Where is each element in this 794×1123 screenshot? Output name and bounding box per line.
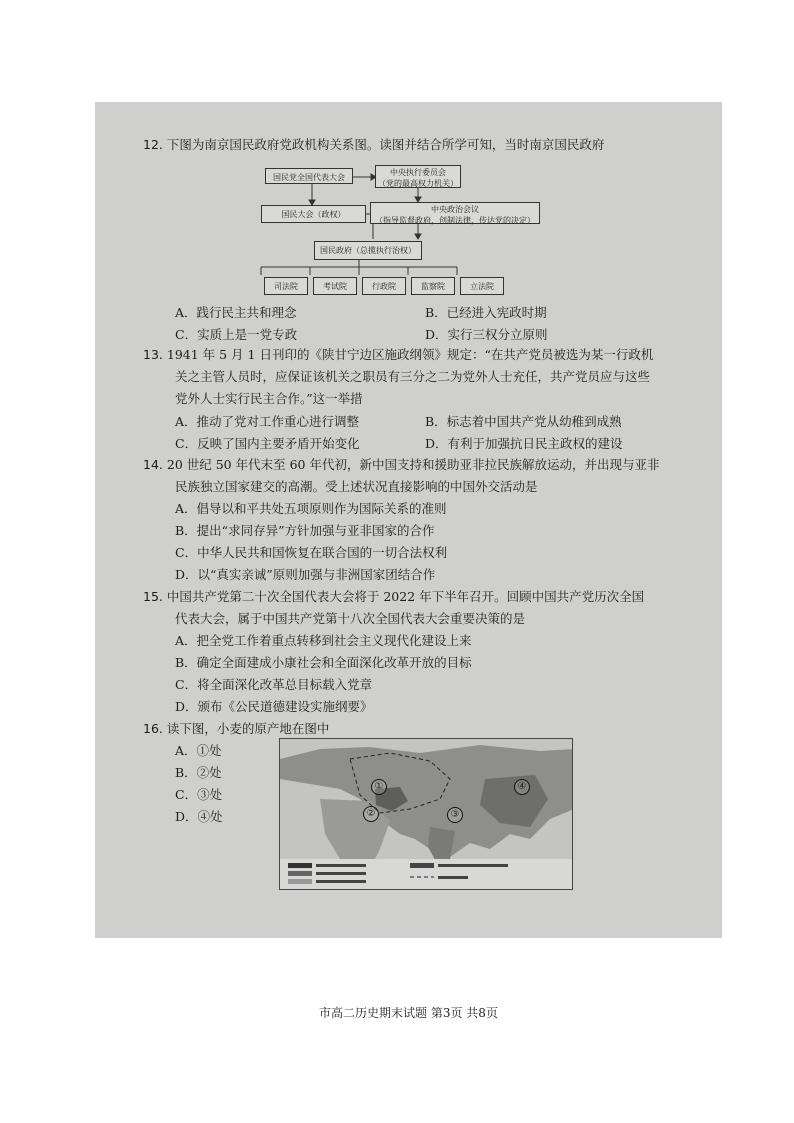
map-marker-1: ① (371, 779, 387, 795)
map-marker-3: ③ (447, 807, 463, 823)
box-national-government: 国民政府（总揽执行治权） (314, 241, 422, 260)
page-footer: 市高二历史期末试题 第3页 共8页 (319, 1006, 498, 1020)
wheat-origin-map (279, 738, 573, 890)
q13-option-a: A．推动了党对工作重心进行调整 (175, 414, 360, 429)
box-national-assembly: 国民大会（政权） (261, 205, 366, 223)
q13-option-c: C．反映了国内主要矛盾开始变化 (175, 436, 360, 451)
map-graphic (280, 739, 573, 890)
q16-option-d: D．④处 (175, 809, 223, 824)
box-executive-yuan: 行政院 (362, 277, 406, 295)
q13-option-d: D．有利于加强抗日民主政权的建设 (425, 436, 623, 451)
q16-option-b: B．②处 (175, 765, 222, 780)
q15-option-c: C．将全面深化改革总目标载入党章 (175, 677, 373, 692)
question-13-stem: 13. 1941 年 5 月 1 日刊印的《陕甘宁边区施政纲领》规定：“在共产党员被选为某一行政机 关之主管人员时，应保证该机关之职员有三分之二为党外人士充任，共产党员应与这些 党外人士实行民主合作。”这一举措 (143, 347, 654, 406)
box-central-executive-committee: 中央执行委员会 （党的最高权力机关） (375, 165, 461, 188)
box-legislative-yuan: 立法院 (460, 277, 504, 295)
q12-option-d: D．实行三权分立原则 (425, 327, 548, 342)
question-15-stem: 15. 中国共产党第二十次全国代表大会将于 2022 年下半年召开。回顾中国共产党历次全国 代表大会，属于中国共产党第十八次全国代表大会重要决策的是 (143, 589, 645, 626)
q12-option-c: C．实质上是一党专政 (175, 327, 298, 342)
map-marker-4: ④ (514, 779, 530, 795)
question-16-stem: 16. 读下图，小麦的原产地在图中 (143, 721, 330, 736)
box-examination-yuan: 考试院 (313, 277, 357, 295)
q12-option-b: B．已经进入宪政时期 (425, 305, 547, 320)
q14-option-b: B．提出“求同存异”方针加强与亚非国家的合作 (175, 523, 435, 538)
map-marker-2: ② (363, 806, 379, 822)
q13-option-b: B．标志着中国共产党从幼稚到成熟 (425, 414, 622, 429)
q15-option-d: D．颁布《公民道德建设实施纲要》 (175, 699, 373, 714)
q14-option-a: A．倡导以和平共处五项原则作为国际关系的准则 (175, 501, 447, 516)
q16-option-a: A．①处 (175, 743, 222, 758)
question-12-stem: 12. 下图为南京国民政府党政机构关系图。读图并结合所学可知，当时南京国民政府 (143, 137, 605, 152)
q16-option-c: C．③处 (175, 787, 223, 802)
q14-option-c: C．中华人民共和国恢复在联合国的一切合法权利 (175, 545, 448, 560)
question-14-stem: 14. 20 世纪 50 年代末至 60 年代初，新中国支持和援助亚非拉民族解放运动，并出现与亚非 民族独立国家建交的高潮。受上述状况直接影响的中国外交活动是 (143, 457, 660, 494)
q12-option-a: A．践行民主共和理念 (175, 305, 297, 320)
q14-option-d: D．以“真实亲诚”原则加强与非洲国家团结合作 (175, 567, 436, 582)
box-control-yuan: 监察院 (411, 277, 455, 295)
box-central-political-council: 中央政治会议 （指导监督政府，创制法律，传达党的决定） (370, 202, 540, 224)
box-party-congress: 国民党全国代表大会 (265, 168, 353, 184)
box-judicial-yuan: 司法院 (264, 277, 308, 295)
q15-option-a: A．把全党工作着重点转移到社会主义现代化建设上来 (175, 633, 472, 648)
q15-option-b: B．确定全面建成小康社会和全面深化改革开放的目标 (175, 655, 472, 670)
